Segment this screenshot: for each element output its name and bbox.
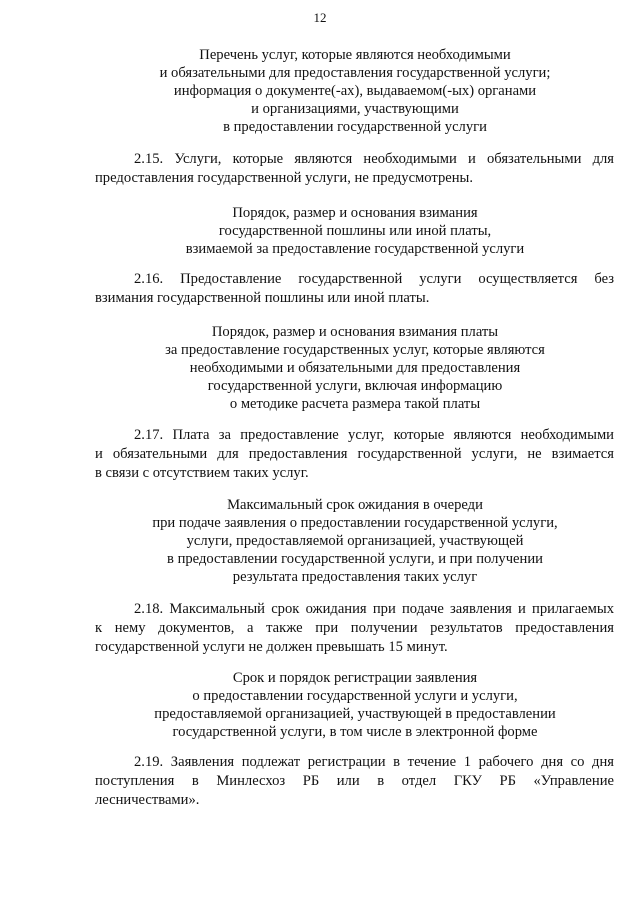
paragraph-line: в связи с отсутствием таких услуг. <box>95 465 309 481</box>
heading-line: Максимальный срок ожидания в очереди <box>227 497 483 513</box>
paragraph-line: 2.18. Максимальный срок ожидания при подаче заявления и прилагаемых <box>134 601 614 617</box>
heading-line: в предоставлении государственной услуги, и при получении <box>167 551 543 567</box>
heading-line: и обязательными для предоставления государственной услуги; <box>159 65 551 81</box>
paragraph-2-17 <box>95 426 614 483</box>
heading-line: государственной пошлины или иной платы, <box>218 223 492 239</box>
heading-line: необходимыми и обязательными для предоставления <box>189 360 521 376</box>
heading-line: результата предоставления таких услуг <box>232 569 478 585</box>
heading-line: Перечень услуг, которые являются необходимыми <box>199 47 511 63</box>
heading-line: информация о документе(-ах), выдаваемом(-ых) органами <box>173 83 537 99</box>
section-heading <box>90 204 620 258</box>
paragraph-line: 2.17. Плата за предоставление услуг, которые являются необходимыми <box>134 427 614 443</box>
heading-line: за предоставление государственных услуг, которые являются <box>165 342 545 358</box>
paragraph-2-19 <box>95 753 614 810</box>
heading-line: услуги, предоставляемой организацией, участвующей <box>186 533 524 549</box>
paragraph-line: взимания государственной пошлины или иной платы. <box>95 290 430 306</box>
heading-line: взимаемой за предоставление государственной услуги <box>185 241 525 257</box>
paragraph-line: предоставления государственной услуги, не предусмотрены. <box>95 170 473 186</box>
heading-line: о методике расчета размера такой платы <box>229 396 481 412</box>
heading-line: при подаче заявления о предоставлении государственной услуги, <box>152 515 558 531</box>
paragraph-line: и обязательными для предоставления государственной услуги, не взимается <box>95 446 614 462</box>
paragraph-line: 2.19. Заявления подлежат регистрации в течение 1 рабочего дня со дня <box>134 754 614 770</box>
heading-line: государственной услуги, включая информацию <box>207 378 503 394</box>
heading-line: в предоставлении государственной услуги <box>223 119 487 135</box>
heading-line: о предоставлении государственной услуги и услуги, <box>192 688 518 704</box>
heading-line: государственной услуги, в том числе в электронной форме <box>172 724 538 740</box>
paragraph-line: 2.16. Предоставление государственной услуги осуществляется без <box>134 271 614 287</box>
paragraph-line: к нему документов, а также при получении результатов предоставления <box>95 620 614 636</box>
section-heading <box>90 496 620 586</box>
heading-line: предоставляемой организацией, участвующей в предоставлении <box>154 706 556 722</box>
section-heading <box>90 323 620 413</box>
section-heading <box>90 46 620 136</box>
paragraph-2-18 <box>95 600 614 657</box>
paragraph-2-16 <box>95 270 614 308</box>
heading-line: Срок и порядок регистрации заявления <box>232 670 478 686</box>
heading-line: Порядок, размер и основания взимания платы <box>211 324 499 340</box>
section-heading <box>90 669 620 741</box>
paragraph-line: 2.15. Услуги, которые являются необходимыми и обязательными для <box>134 151 614 167</box>
page-number: 12 <box>313 10 327 25</box>
paragraph-line: лесничествами». <box>95 792 200 808</box>
paragraph-line: государственной услуги не должен превышать 15 минут. <box>95 639 448 655</box>
heading-line: Порядок, размер и основания взимания <box>232 205 478 221</box>
paragraph-line: поступления в Минлесхоз РБ или в отдел ГКУ РБ «Управление <box>95 773 614 789</box>
paragraph-2-15 <box>95 150 614 188</box>
heading-line: и организациями, участвующими <box>251 101 459 117</box>
